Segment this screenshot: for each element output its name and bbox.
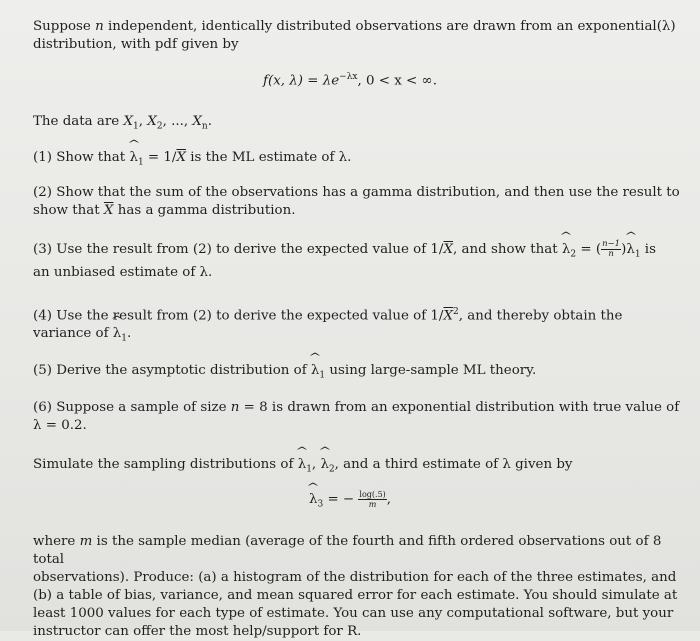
intro-paragraph: Suppose n independent, identically distributed observations are drawn from an exponential(λ) distribution, with pdf given by bbox=[33, 19, 676, 52]
simulate-paragraph: Simulate the sampling distributions of ^ $\lambda_1$, ^ $\lambda_2$, and a third estimate of λ given by bbox=[33, 456, 683, 479]
question-4: (4) Use the result from (2) to derive the expected value of $1/\overline{X}^2$, and thereby obtain the variance of ^ $\lambda_1$. bbox=[33, 303, 683, 348]
lambda3-formula: ^ $\lambda_3$ = − $\frac{\log(.5)}{m}$ , bbox=[0, 490, 700, 510]
pdf-formula: f(x, $\lambda) = \lambda e^{-\lambda x}$, 0 < x < ∞. bbox=[263, 72, 437, 89]
question-6: (6) Suppose a sample of size n = 8 is drawn from an exponential distribution with true value of λ = 0.2. bbox=[33, 400, 680, 433]
closing-paragraph: where m is the sample median (average of the fourth and fifth ordered observations out of 8 total observations). Produce: (a) a histogram of the distribution for each of the three estimates, and (b) a table of bias, variance, and mean squared error for each estimate. You should simulate at least 1000 values for each type of estimate. You can use any computational software, but your instructor can offer the most help/support for R. bbox=[33, 534, 678, 639]
question-3: (3) Use the result from (2) to derive the expected value of $1/\overline{X}$, and show that ^ $\lambda_2$ = ( $\frac{n-1}{n}$ )^ $\lambda_1$ is an unbiased estimate of λ. bbox=[33, 240, 683, 282]
data-line: The data are $X_1$, $X_2$, ..., $X_n$. bbox=[33, 114, 212, 132]
question-2: (2) Show that the sum of the observations has a gamma distribution, and then use the result to show that $\overline{X}$ has a gamma distribution. bbox=[33, 185, 680, 218]
question-1: (1) Show that ^ $\lambda_1 = 1/\overline{X}$ is the ML estimate of λ. bbox=[33, 149, 683, 172]
question-5: (5) Derive the asymptotic distribution of ^ $\lambda_1$ using large-sample ML theory. bbox=[33, 362, 683, 385]
